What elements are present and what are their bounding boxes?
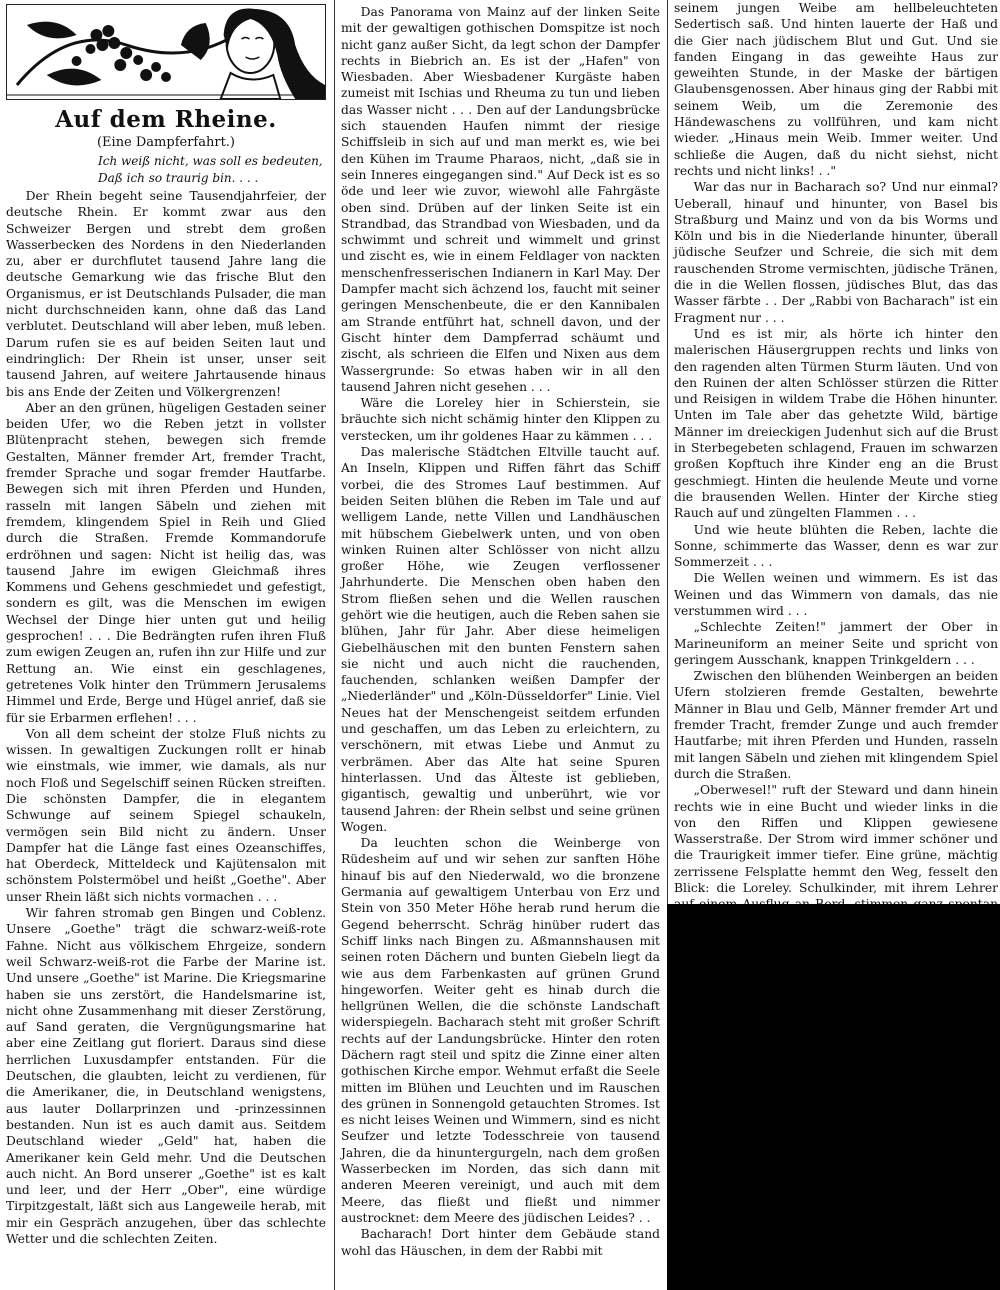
column-2 — [334, 0, 666, 1290]
paragraph: Und wie heute blühten die Reben, lachte die Sonne, schimmerte das Wasser, denn es war zur Sommerzeit . . . — [674, 522, 998, 570]
paragraph: Das Panorama von Mainz auf der linken Seite mit der gewaltigen gothischen Domspitze ist noch nicht ganz außer Sicht, da legt schon der Dampfer rechts in Biebrich an. Es ist der „Hafen" von Wiesbaden. Aber Wiesbadener Kurgäste haben zumeist mit Ischias und Rheuma zu tun und lieben das Wasser nicht . . . Den auf der Landungsbrücke sich stauenden Haufen nimmt der riesige Schiffsleib in sich auf und man merkt es, wie bei den Kühen im Traume Pharaos, nicht, „daß sie in sein Inneres eingegangen sind." Auf Deck ist es so öde und leer wie zuvor, wiewohl alle Fahrgäste oben sind. Drüben auf der linken Seite ist ein Strandbad, das Strandbad von Wiesbaden, und da schwimmt und schreit und wimmelt und grinst und zischt es, wie in einem Feldlager von nackten menschenfresserischen Indianern in Karl May. Der Dampfer macht sich ächzend los, faucht mit seiner geringen Menschenbeute, die er den Kannibalen am Strande entführt hat, schnell davon, und der Gischt hinter dem Dampferrad schäumt und zischt, als schrieen die Elfen und Nixen aus dem Wassergrunde: So etwas haben wir in all den tausend Jahren nicht gesehen . . . — [341, 5, 660, 394]
paragraph: Bacharach! Dort hinter dem Gebäude stand wohl das Häuschen, in dem der Rabbi mit — [341, 1227, 660, 1258]
paragraph: seinem jungen Weibe am hellbeleuchteten Sedertisch saß. Und hinten lauerte der Haß und die Gier nach jüdischem Blut und Gut. Und sie fanden Eingang in das geweihte Haus zur geweihten Stunde, in der Maske der bärtigen Glaubensgenossen. Aber hinaus ging der Rabbi mit seinem Weib, um die Zeremonie des Händewaschens zu vollführen, und kam nicht wieder. „Hinaus mein Weib. Immer weiter. Und schließe die Augen, daß du nicht siehst, nicht rechts und nicht links! . ." — [674, 1, 998, 178]
paragraph: War das nur in Bacharach so? Und nur einmal? Ueberall, hinauf und hinunter, von Basel bis Straßburg und Mainz und von da bis Worms und Köln und bis in die Niederlande hinunter, überall jüdische Seufzer und Schreie, die sich mit dem rauschenden Strome vermischten, jüdische Tränen, die in die Wellen flossen, jüdisches Blut, das das Wasser färbte . . Der „Rabbi von Bacharach" ist ein Fragment nur . . . — [674, 180, 998, 325]
paragraph: Und es ist mir, als hörte ich hinter den malerischen Häusergruppen rechts und links von den ragenden alten Türmen Sturm läuten. Und von den Ruinen der alten Schlösser stürzen die Ritter und Reisigen in wildem Trabe die Höhen hinunter. Unten im Tale aber das gehetzte Wild, bärtige Männer im dreieckigen Judenhut sich auf die Brust in Sterbegebeten schlagend, Frauen im schwarzen großen Kopftuch ihre Kinder eng an die Brust geschmiegt. Hinten die heulende Meute und vorne die brausenden Wellen. Hinter der Kirche stieg Rauch auf und züngelten Flammen . . . — [674, 326, 998, 521]
black-print-block — [667, 904, 1000, 1290]
paragraph: „Oberwesel!" ruft der Steward und dann hinein rechts wie in eine Bucht und wieder links in die von den Riffen und Klippen gewiesene Wasserstraße. Der Strom wird immer schöner und die Traurigkeit immer tiefer. Eine grüne, mächtig zerrissene Felsplatte hemmt den Weg, fesselt den Blick: die Loreley. Schulkinder, mit ihrem Lehrer — [674, 783, 998, 896]
paragraph: „Schlechte Zeiten!" jammert der Ober in Marineuniform an meiner Seite und spricht von geringem Ausschank, knappen Trinkgeldern . . . — [674, 620, 998, 667]
woman-with-grapes-illustration — [7, 5, 325, 99]
column-1 — [0, 0, 330, 1290]
paragraph: Wäre die Loreley hier in Schierstein, sie bräuchte sich nicht schämig hinter den Klippen zu verstecken, um ihr goldenes Haar zu kämmen . . . — [341, 396, 660, 443]
paragraph: Der Rhein begeht seine Tausendjahrfeier, der deutsche Rhein. Er kommt zwar aus den Schweizer Bergen und strebt dem großen Wasserbecken des Nordens in den Niederlanden zu, aber er durchflutet tausend Jahre lang die deutsche Gemarkung wie das frische Blut den Organismus, er ist Deutschlands Pulsader, die man nicht durchschneiden kann, ohne daß das Land verblutet. Deutschland will aber leben, muß leben. Darum rufen sie es auf beiden Seiten laut und eindringlich: Der Rhein ist unser, unser seit tausend Jahren, auf weitere Jahrtausende hinaus bis ans Ende der Zeiten und Völkergrenzen! — [6, 189, 326, 399]
paragraph: Zwischen den blühenden Weinbergen an beiden Ufern stolzieren fremde Gestalten, bewehrte Männer in Blau und Gelb, Männer fremder Art und fremder Tracht, fremder Zunge und auch fremder Hautfarbe; mit ihren Pferden und Hunden, rasseln mit langen Säbeln und ziehen mit klingendem Spiel durch die Straßen. — [674, 669, 998, 781]
motto-line-1: Ich weiß nicht, was soll es bedeuten, — [98, 154, 323, 168]
paragraph: Das malerische Städtchen Eltville taucht auf. An Inseln, Klippen und Riffen fährt das Schiff vorbei, die des Stromes Lauf bestimmen. Auf beiden Seiten blühen die Reben im Tale und auf welligem Lande, nette Villen und Landhäuschen mit hübschem Giebelwerk unten, und von oben winken Ruinen alter Schlösser von nicht allzu großer Höhe, wie Zeugen verflossener Jahrhunderte. Die Menschen oben haben den Strom fließen sehen und die Wellen rauschen gehört wie die heutigen, auch die Reben sahen sie blühen, Jahr für Jahr. Aber diese heimeligen Giebelhäuschen mit den bunten Fenstern sahen sie nicht und auch nicht die rauchenden, fauchenden, schlanken weißen Dampfer der „Niederländer" und „Köln-Düsseldorfer" Linie. Viel Neues hat der Menschengeist seitdem erfunden und geschaffen, um das Leben zu erleichtern, zu verschönern, mit etwas Liebe und Anmut zu verbrämen. Aber das Alte hat seine Spuren hinterlassen. Und das Älteste ist geblieben, gigantisch, gewaltig und unberührt, wie vor tausend Jahren: der Rhein selbst und seine grünen Wogen. — [341, 445, 660, 834]
paragraph: Von all dem scheint der stolze Fluß nichts zu wissen. In gewaltigen Zuckungen rollt er hinab wie einstmals, wie immer, wie damals, als nur noch Floß und Segelschiff seinen Rücken streiften. Die schönsten Dampfer, die in elegantem Schwunge auf seinem Spiegel schaukeln, vermögen sein Bild nicht zu ändern. Unser Dampfer hat die Länge fast eines Ozeanschiffes, hat Oberdeck, Mitteldeck und Kajütensalon mit schönstem Polstermöbel und heißt „Goethe". Aber unser Rhein läßt sich nichts vormachen . . . — [6, 726, 326, 904]
motto-line-2: Daß ich so traurig bin. . . . — [98, 171, 259, 185]
article-title: Auf dem Rheine. — [55, 106, 277, 133]
paragraph: Aber an den grünen, hügeligen Gestaden seiner beiden Ufer, wo die Reben jetzt in vollster Blütenpracht stehen, bewegen sich fremde Gestalten, Männer fremder Art, fremder Tracht, fremder Sprache und sogar fremder Hautfarbe. Bewegen sich mit ihren Pferden und Hunden, rasseln mit langen Säbeln und ziehen mit fremdem, klingendem Spiel in Reih und Glied durch die Straßen. Fremde Kommandorufe erdröhnen und sagen: Nicht ist heilig das, was tausend Jahre im ewigen Gleichmaß ihres Kommens und Gehens geschmiedet und gefestigt, sondern es gilt, was die Menschen im ewigen Wechsel der Dinge hier unten gut und heilig gesprochen! . . . Die Bedrängten rufen ihren Fluß zum ewigen Zeugen an, rufen ihn zur Hilfe und zur Rettung an. Wie einst ein geschlagenes, getretenes Volk hinter den Trümmern Jerusalems Himmel und Erde, Berge und Hügel anrief, daß sie für sie Erbarmen erflehen! . . . — [6, 400, 327, 725]
header-illustration — [6, 4, 326, 100]
article-subtitle: (Eine Dampferfahrt.) — [96, 135, 236, 150]
paragraph: Die Wellen weinen und wimmern. Es ist das Weinen und das Wimmern von damals, das nie verstummen wird . . . — [674, 571, 998, 618]
paragraph: Da leuchten schon die Weinberge von Rüdesheim auf und wir sehen zur sanften Höhe hinauf bis auf den Niederwald, wo die bronzene Germania auf gewaltigem Unterbau von Erz und Stein von 350 Meter Höhe herab rund herum die Gegend beherrscht. Schräg hinüber rudert das Schiff links nach Bingen zu. Aßmannshausen mit seinen roten Dächern und bunten Giebeln liegt da wie aus dem Farbenkasten auf grünen Grund hingeworfen. Weiter geht es hinab durch die hellgrünen Wellen, die die schönste Landschaft widerspiegeln. Bacharach steht mit großer Schrift rechts auf der Landungsbrücke. Hinter den roten Dächern ragt steil und spitz die Zinne einer alten gothischen Kirche empor. Wehmut erfaßt die Seele mitten im Blühen und Leuchten und im Rauschen des grünen in Sonnengold getauchten Stromes. Ist es nicht leises Weinen und Wimmern, sind es nicht Seufzer und letzte Todesschreie von tausend Jahren, die da hinuntergurgeln, nach dem großen Wasserbecken im Norden, das sich dann mit anderen Meeren vereinigt, und auch mit dem Meere, das fließt und fließt und nimmer austrocknet: dem Meere des jüdischen Leides? . . — [341, 836, 660, 1225]
paragraph: Wir fahren stromab gen Bingen und Coblenz. Unsere „Goethe" trägt die schwarz-weiß-rote Fahne. Nicht aus völkischem Ehrgeize, sondern weil Schwarz-weiß-rot die Farbe der Marine ist. Und unsere „Goethe" ist Marine. Die Kriegsmarine haben sie uns zerstört, die Handelsmarine ist, nicht ohne Zusammenhang mit dieser Zerstörung, auf Sand geraten, die Vergnügungsmarine hat aber eine Zeitlang gut floriert. Daraus sind diese herrlichen Luxusdampfer entstanden. Für die Deutschen, die glaubten, leicht zu verdienen, für die Amerikaner, die, in Deutschland wenigstens, aus lauter Dollarprinzen und -prinzessinnen bestanden. Nun ist es auch damit aus. Seitdem Deutschland wieder „Geld" hat, haben die Amerikaner kein Geld mehr. Und die Deutschen auch nicht. An Bord unserer „Goethe" ist es kalt und leer, und der Herr „Ober", eine würdige Tirpitzgestalt, läßt sich aus Langeweile herab, mit mir ein Gespräch anzugehen, über das schlechte Wetter und die schlechten Zeiten. — [6, 906, 326, 1246]
